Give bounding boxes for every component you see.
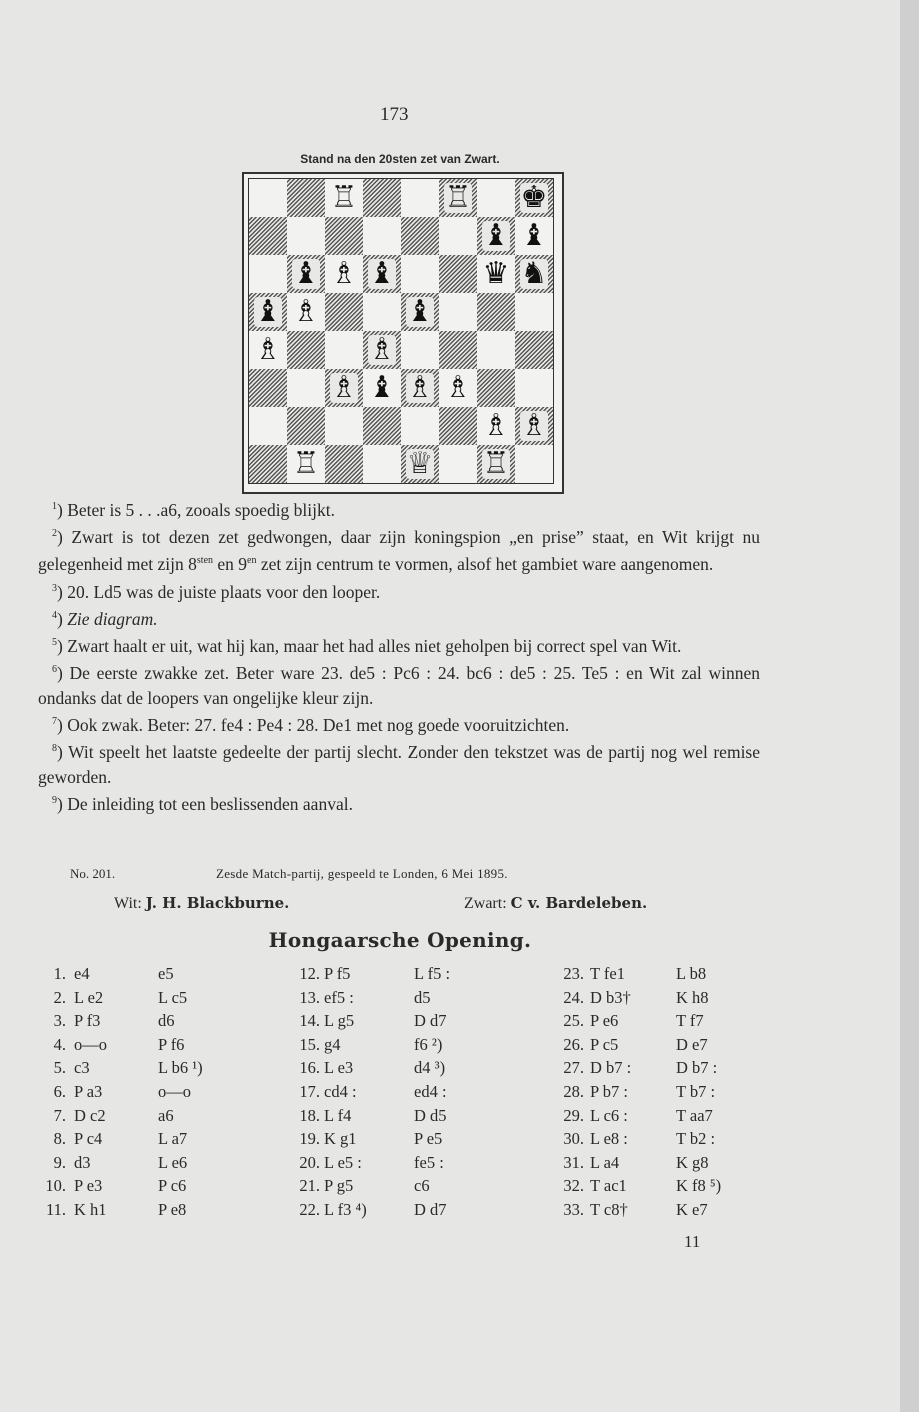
- move-number: 5.: [53, 1058, 66, 1078]
- chess-piece: ♗: [406, 370, 434, 405]
- black-move: D b7 :: [676, 1058, 718, 1078]
- chess-piece: ♗: [292, 294, 320, 329]
- move-number: 29.: [563, 1105, 584, 1125]
- black-move: P e5: [414, 1129, 443, 1149]
- page-edge: [900, 0, 919, 1412]
- board-square: [325, 255, 363, 293]
- board-square: [477, 331, 515, 369]
- signature-mark: 11: [684, 1232, 701, 1251]
- game-title: Zesde Match-partij, gespeeld te Londen, 6 Mei 1895.: [216, 866, 508, 881]
- white-move: P c4: [74, 1129, 103, 1149]
- white-move: P c5: [590, 1034, 619, 1054]
- board-square: [249, 179, 287, 217]
- board-square: [515, 407, 553, 445]
- black-move: D d7: [414, 1199, 447, 1219]
- board-square: [363, 217, 401, 255]
- footnote-text: 20. Ld5 was de juiste plaats voor den looper.: [67, 581, 381, 602]
- move-number: 1.: [53, 964, 66, 983]
- black-move: T f7: [676, 1011, 704, 1031]
- chess-piece: ♖: [292, 446, 320, 481]
- footnote-text: Wit speelt het laatste gedeelte der partij slecht. Zonder den tekstzet was de partij nog wel remise geworden.: [38, 742, 761, 787]
- board-square: [401, 179, 439, 217]
- white-move: D c2: [74, 1105, 106, 1125]
- black-move: K f8 ⁵): [676, 1176, 722, 1196]
- board-square: [249, 445, 287, 483]
- white-move: L e2: [74, 987, 104, 1007]
- move-number: 25.: [563, 1011, 584, 1031]
- black-move: D d7: [414, 1011, 447, 1031]
- black-move: D d5: [414, 1105, 447, 1125]
- white-move: P e3: [74, 1176, 103, 1196]
- move-number: 23.: [563, 964, 584, 983]
- board-square: [439, 179, 477, 217]
- footnote-6: $^6$) De eerste zwakke zet. Beter ware 23. de5 : Pc6 : 24. bc6 : de5 : 25. Te5 : en Wit zal winnen ondanks dat de loopers van ongelijke kleur zijn.: [38, 663, 760, 708]
- move-number: 18.: [299, 1105, 320, 1125]
- board-square: [515, 255, 553, 293]
- chess-piece: ♗: [482, 408, 510, 443]
- board-square: [439, 217, 477, 255]
- move-number: 20.: [299, 1152, 320, 1172]
- black-move: P e8: [158, 1199, 187, 1219]
- white-move: L c6 :: [590, 1105, 628, 1125]
- footnote-text: De eerste zwakke zet. Beter ware 23. de5 : Pc6 : 24. bc6 : de5 : 25. Te5 : en Wit zal winnen ondanks dat de loopers van ongelijke kleur zijn.: [38, 663, 760, 708]
- chess-piece: ♗: [368, 332, 396, 367]
- black-move: T b7 :: [676, 1081, 716, 1101]
- white-move: L g5: [324, 1011, 355, 1031]
- page-number: 173: [380, 104, 409, 125]
- board-square: [477, 179, 515, 217]
- black-move: P c6: [158, 1176, 187, 1196]
- board-square: [363, 407, 401, 445]
- board-square: [439, 331, 477, 369]
- chess-piece: ♚: [520, 180, 548, 215]
- white-move: K g1: [324, 1129, 357, 1149]
- chess-piece: ♗: [254, 332, 282, 367]
- black-move: L f5 :: [414, 964, 451, 983]
- black-move: L b6 ¹): [158, 1058, 203, 1078]
- black-player: [464, 894, 647, 913]
- board-square: [401, 445, 439, 483]
- black-move: D e7: [676, 1034, 708, 1054]
- move-number: 33.: [563, 1199, 584, 1219]
- footnote-sup: en: [247, 555, 257, 567]
- black-move: L e6: [158, 1152, 188, 1172]
- chess-piece: ♗: [330, 256, 358, 291]
- chess-piece: ♗: [520, 408, 548, 443]
- chess-piece: ♝: [482, 218, 510, 253]
- move-number: 9.: [53, 1152, 66, 1172]
- black-move: T aa7: [676, 1105, 713, 1125]
- board-square: [249, 255, 287, 293]
- move-number: 3.: [53, 1011, 66, 1031]
- footnote-1: $^1$) Beter is 5 . . .a6, zooals spoedig blijkt.: [52, 499, 336, 520]
- diagram-caption-text: Stand na den 20sten zet van Zwart.: [300, 152, 500, 166]
- chess-piece: ♝: [406, 294, 434, 329]
- white-move: D b3†: [590, 987, 631, 1007]
- chess-piece: ♕: [406, 446, 434, 481]
- board-square: [287, 255, 325, 293]
- white-move: cd4 :: [324, 1081, 357, 1101]
- move-number: 12.: [299, 964, 320, 983]
- move-number: 7.: [53, 1105, 66, 1125]
- black-move: ed4 :: [414, 1081, 447, 1101]
- board-square: [325, 179, 363, 217]
- board-square: [439, 445, 477, 483]
- chess-piece: ♖: [482, 446, 510, 481]
- game-number: No. 201.: [70, 866, 116, 881]
- board-square: [249, 369, 287, 407]
- board-square: [515, 217, 553, 255]
- black-move: d5: [414, 987, 431, 1007]
- board-square: [325, 217, 363, 255]
- white-move: L e8 :: [590, 1129, 628, 1149]
- white-move: e4: [74, 964, 90, 983]
- move-number: 4.: [53, 1034, 66, 1054]
- board-square: [401, 293, 439, 331]
- board-square: [249, 407, 287, 445]
- white-move: d3: [74, 1152, 91, 1172]
- board-square: [477, 445, 515, 483]
- board-square: [477, 369, 515, 407]
- board-square: [477, 293, 515, 331]
- chess-diagram: [242, 172, 564, 494]
- footnote-text: Ook zwak. Beter: 27. fe4 : Pe4 : 28. De1 met nog goede vooruitzichten.: [67, 714, 570, 735]
- move-number: 30.: [563, 1129, 584, 1149]
- white-move: P f3: [74, 1011, 101, 1031]
- move-number: 8.: [53, 1129, 66, 1149]
- board-square: [439, 255, 477, 293]
- white-name: J. H. Blackburne.: [145, 894, 290, 912]
- black-move: c6: [414, 1176, 430, 1196]
- white-move: ef5 :: [324, 987, 354, 1007]
- board-square: [363, 255, 401, 293]
- board-square: [287, 331, 325, 369]
- footnote-9: $^9$) De inleiding tot een beslissenden aanval.: [52, 793, 353, 814]
- move-number: 15.: [299, 1034, 320, 1054]
- white-move: P e6: [590, 1011, 619, 1031]
- black-name: C v. Bardeleben.: [510, 894, 648, 912]
- move-number: 11.: [45, 1199, 66, 1219]
- board-square: [287, 179, 325, 217]
- opening-title: Hongaarsche Opening.: [268, 928, 532, 952]
- board-square: [325, 331, 363, 369]
- move-number: 22.: [299, 1199, 320, 1219]
- board-square: [515, 369, 553, 407]
- white-move: L f4: [324, 1105, 352, 1125]
- move-number: 27.: [563, 1058, 584, 1078]
- chess-piece: ♞: [520, 256, 548, 291]
- board-square: [363, 293, 401, 331]
- black-move: L a7: [158, 1129, 188, 1149]
- black-move: o—o: [158, 1081, 191, 1101]
- black-move: L c5: [158, 987, 188, 1007]
- board-square: [515, 331, 553, 369]
- footnote-5: $^5$) Zwart haalt er uit, wat hij kan, maar het had alles niet geholpen bij correct spel van Wit.: [52, 636, 682, 656]
- footnote-text: Beter is 5 . . .a6, zooals spoedig blijkt.: [67, 499, 336, 520]
- chess-board: [248, 178, 554, 484]
- move-number: 16.: [299, 1058, 320, 1078]
- footnote-text: De inleiding tot een beslissenden aanval.: [67, 793, 353, 814]
- board-square: [287, 369, 325, 407]
- board-square: [325, 293, 363, 331]
- board-square: [477, 407, 515, 445]
- white-move: P a3: [74, 1081, 103, 1101]
- footnote-7: $^7$) Ook zwak. Beter: 27. fe4 : Pe4 : 28. De1 met nog goede vooruitzichten.: [52, 714, 570, 735]
- black-move: P f6: [158, 1034, 185, 1054]
- board-square: [363, 369, 401, 407]
- move-number: 19.: [299, 1129, 320, 1149]
- white-player: [114, 894, 289, 913]
- black-move: K e7: [676, 1199, 708, 1219]
- board-square: [287, 293, 325, 331]
- white-move: T ac1: [590, 1176, 627, 1196]
- black-move: a6: [158, 1105, 174, 1125]
- board-square: [287, 407, 325, 445]
- white-move: K h1: [74, 1199, 107, 1219]
- board-square: [401, 369, 439, 407]
- black-move: L b8: [676, 964, 707, 983]
- white-move: D b7 :: [590, 1058, 632, 1078]
- board-square: [477, 255, 515, 293]
- white-move: o—o: [74, 1034, 107, 1054]
- white-move: P g5: [324, 1176, 354, 1196]
- board-square: [401, 407, 439, 445]
- board-square: [477, 217, 515, 255]
- footnote-text: zet zijn centrum te vormen, alsof het gambiet ware aangenomen.: [256, 554, 714, 575]
- footnote-text: Zwart haalt er uit, wat hij kan, maar het had alles niet geholpen bij correct spel van Wit.: [67, 636, 682, 656]
- move-number: 14.: [299, 1011, 320, 1031]
- white-move: T fe1: [590, 964, 625, 983]
- black-label: Zwart:: [464, 895, 507, 912]
- move-number: 2.: [53, 987, 66, 1007]
- move-number: 21.: [299, 1176, 320, 1196]
- white-move: P b7 :: [590, 1081, 628, 1101]
- board-square: [515, 179, 553, 217]
- white-move: T c8†: [590, 1199, 628, 1219]
- black-move: d4 ³): [414, 1058, 446, 1078]
- board-square: [287, 217, 325, 255]
- footnote-8: $^8$) Wit speelt het laatste gedeelte der partij slecht. Zonder den tekstzet was de partij nog wel remise geworden.: [38, 742, 761, 787]
- black-move: T b2 :: [676, 1129, 716, 1149]
- black-move: e5: [158, 964, 174, 983]
- footnote-text: en 9: [213, 554, 248, 575]
- move-number: 26.: [563, 1034, 584, 1054]
- chess-piece: ♝: [520, 218, 548, 253]
- black-move: K h8: [676, 987, 709, 1007]
- chess-piece: ♖: [444, 180, 472, 215]
- white-move: L e5 :: [324, 1152, 362, 1172]
- move-number: 13.: [299, 987, 320, 1007]
- chess-piece: ♝: [254, 294, 282, 329]
- move-number: 32.: [563, 1176, 584, 1196]
- board-square: [515, 293, 553, 331]
- chess-piece: ♗: [444, 370, 472, 405]
- move-number: 31.: [563, 1152, 584, 1172]
- white-move: L f3 ⁴): [324, 1199, 367, 1219]
- board-square: [439, 369, 477, 407]
- board-square: [363, 331, 401, 369]
- white-move: L a4: [590, 1152, 620, 1172]
- board-square: [363, 179, 401, 217]
- board-square: [515, 445, 553, 483]
- black-move: f6 ²): [414, 1034, 443, 1054]
- move-number: 24.: [563, 987, 584, 1007]
- white-move: L e3: [324, 1058, 354, 1078]
- board-square: [249, 331, 287, 369]
- black-move: K g8: [676, 1152, 709, 1172]
- board-square: [401, 217, 439, 255]
- black-move: fe5 :: [414, 1152, 444, 1172]
- move-number: 28.: [563, 1081, 584, 1101]
- chess-piece: ♝: [292, 256, 320, 291]
- move-number: 6.: [53, 1081, 66, 1101]
- board-square: [439, 407, 477, 445]
- board-square: [401, 255, 439, 293]
- board-square: [287, 445, 325, 483]
- white-label: Wit:: [114, 895, 142, 912]
- chess-piece: ♝: [368, 256, 396, 291]
- footnote-sup: sten: [196, 555, 214, 567]
- move-number: 10.: [45, 1176, 66, 1196]
- board-square: [363, 445, 401, 483]
- chess-piece: ♛: [482, 256, 510, 291]
- diagram-caption: [0, 152, 800, 166]
- move-number: 17.: [299, 1081, 320, 1101]
- footnotes: [38, 495, 760, 816]
- black-move: d6: [158, 1011, 175, 1031]
- chess-piece: ♝: [368, 370, 396, 405]
- board-square: [325, 369, 363, 407]
- board-square: [249, 217, 287, 255]
- white-move: g4: [324, 1034, 341, 1054]
- footnote-4: $^4$) Zie diagram.: [52, 608, 158, 629]
- white-move: P f5: [324, 964, 351, 983]
- footnote-2: $^2$) Zwart is tot dezen zet gedwongen, daar zijn koningspion „en prise” staat, en Wit krijgt nu gelegenheid met zijn $8^{sten}$ en $9^{en}$ zet zijn centrum te vormen, alsof het gambiet ware aangenomen.: [38, 527, 760, 575]
- board-square: [401, 331, 439, 369]
- board-square: [325, 445, 363, 483]
- board-square: [249, 293, 287, 331]
- chess-piece: ♖: [330, 180, 358, 215]
- footnote-text: Zie diagram.: [67, 608, 158, 629]
- chess-piece: ♗: [330, 370, 358, 405]
- white-move: c3: [74, 1058, 90, 1078]
- board-square: [439, 293, 477, 331]
- footnote-text: Zwart is tot dezen zet gedwongen, daar zijn koningspion „en prise” staat, en Wit krijgt nu gelegenheid met zijn 8: [38, 527, 760, 575]
- footnote-3: $^3$) 20. Ld5 was de juiste plaats voor den looper.: [52, 581, 381, 602]
- board-square: [325, 407, 363, 445]
